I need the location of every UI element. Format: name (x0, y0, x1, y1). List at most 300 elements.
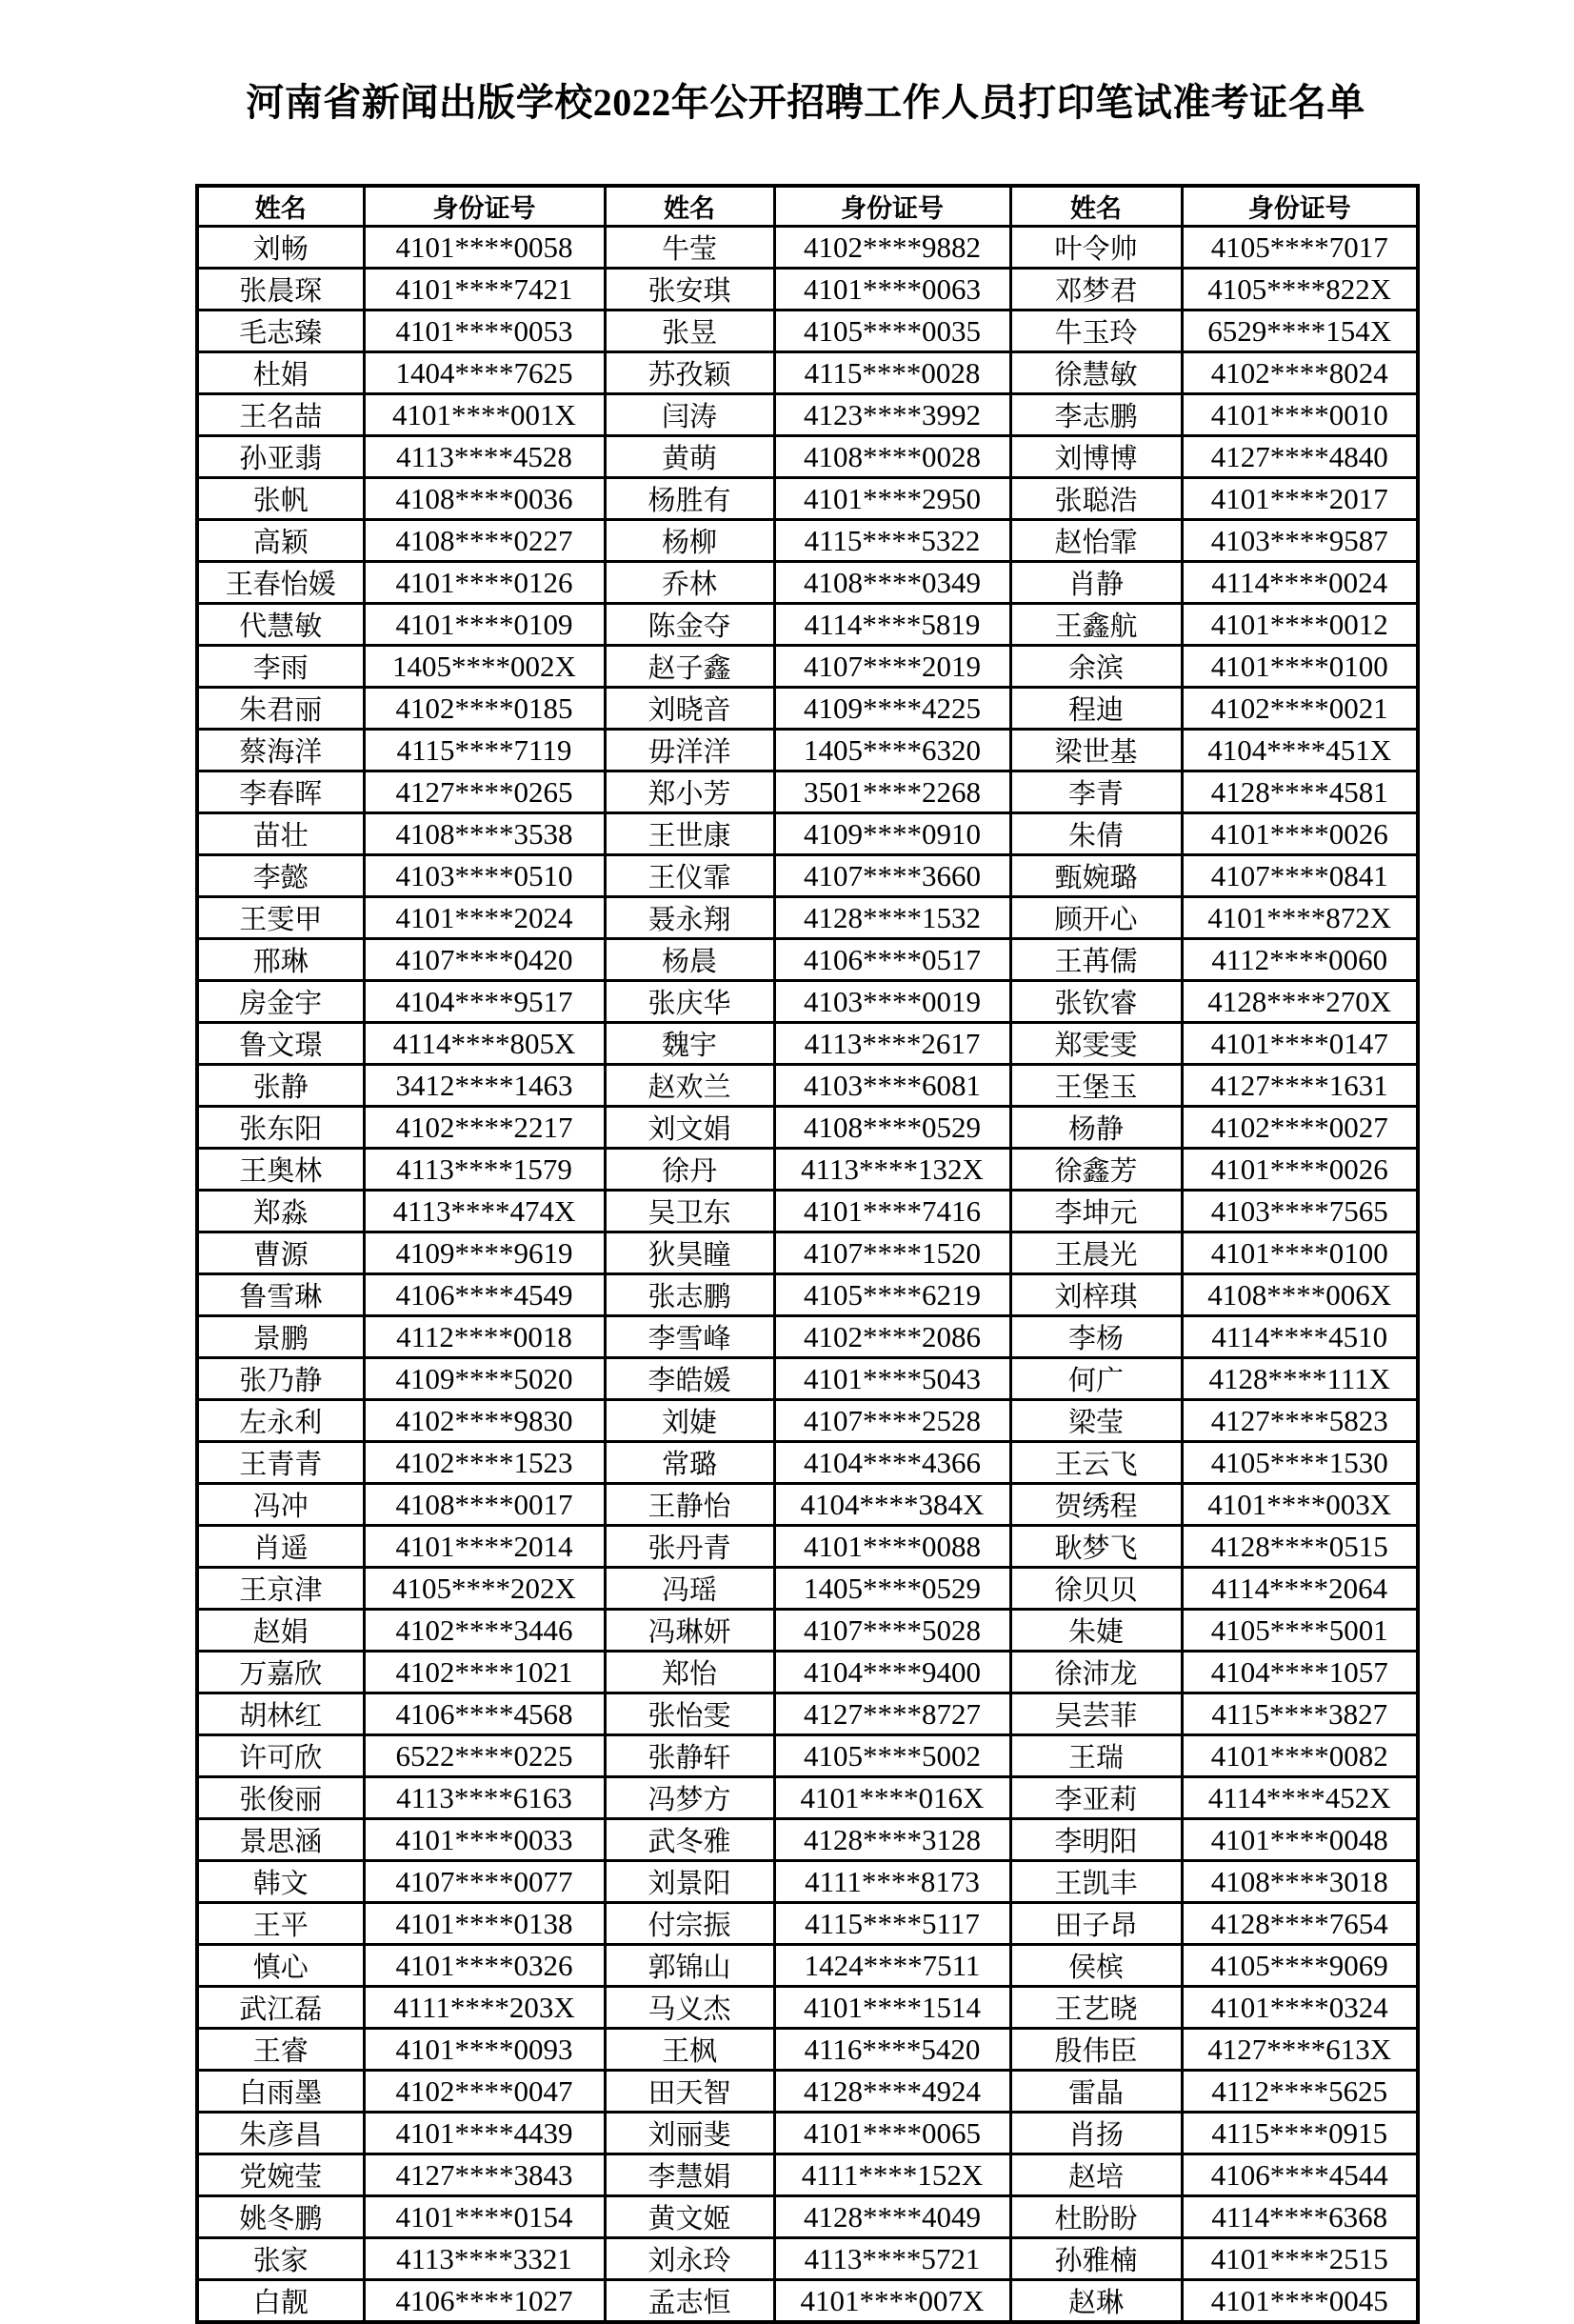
id-cell: 1405****6320 (774, 730, 1010, 771)
table-row (197, 269, 1418, 311)
table-row (197, 1945, 1418, 1987)
name-cell: 慎心 (197, 1945, 364, 1987)
table-row (197, 2113, 1418, 2154)
name-cell: 高颖 (197, 520, 364, 562)
name-cell: 杨晨 (605, 939, 774, 981)
name-cell: 牛玉玲 (1010, 311, 1182, 352)
id-cell: 4104****4366 (774, 1442, 1010, 1484)
name-cell: 鲁文璟 (197, 1023, 364, 1065)
name-cell: 韩文 (197, 1861, 364, 1903)
name-cell: 赵子鑫 (605, 646, 774, 688)
name-cell: 张晨琛 (197, 269, 364, 311)
id-cell: 4109****9619 (364, 1232, 605, 1274)
name-cell: 朱君丽 (197, 688, 364, 730)
name-cell: 刘晓音 (605, 688, 774, 730)
name-cell: 梁莹 (1010, 1400, 1182, 1442)
id-cell: 4128****4049 (774, 2196, 1010, 2238)
name-cell: 李杨 (1010, 1316, 1182, 1358)
id-cell: 4104****9400 (774, 1652, 1010, 1693)
id-cell: 4113****1579 (364, 1149, 605, 1191)
id-cell: 4102****1523 (364, 1442, 605, 1484)
table-row (197, 1400, 1418, 1442)
name-cell: 甄婉璐 (1010, 855, 1182, 897)
id-cell: 4115****5117 (774, 1903, 1010, 1945)
id-cell: 1405****002X (364, 646, 605, 688)
id-cell: 4101****1514 (774, 1987, 1010, 2029)
name-cell: 李慧娟 (605, 2154, 774, 2196)
name-cell: 梁世基 (1010, 730, 1182, 771)
id-cell: 3501****2268 (774, 771, 1010, 813)
name-cell: 曹源 (197, 1232, 364, 1274)
id-cell: 4105****7017 (1182, 227, 1418, 269)
id-cell: 4108****0349 (774, 562, 1010, 604)
name-cell: 黄文姬 (605, 2196, 774, 2238)
table-row (197, 688, 1418, 730)
id-cell: 4101****0138 (364, 1903, 605, 1945)
name-cell: 刘博博 (1010, 436, 1182, 478)
name-cell: 白靓 (197, 2280, 364, 2323)
name-cell: 左永利 (197, 1400, 364, 1442)
id-cell: 4101****2017 (1182, 478, 1418, 520)
table-row (197, 227, 1418, 269)
name-cell: 李坤元 (1010, 1191, 1182, 1232)
id-cell: 4109****5020 (364, 1358, 605, 1400)
table-row (197, 2280, 1418, 2323)
name-cell: 郑雯雯 (1010, 1023, 1182, 1065)
name-cell: 徐沛龙 (1010, 1652, 1182, 1693)
table-row (197, 562, 1418, 604)
name-cell: 党婉莹 (197, 2154, 364, 2196)
id-cell: 4115****7119 (364, 730, 605, 771)
name-cell: 王名喆 (197, 394, 364, 436)
name-cell: 徐鑫芳 (1010, 1149, 1182, 1191)
name-cell: 武冬雅 (605, 1819, 774, 1861)
name-cell: 王青青 (197, 1442, 364, 1484)
name-cell: 王静怡 (605, 1484, 774, 1526)
id-cell: 4105****9069 (1182, 1945, 1418, 1987)
id-cell: 4111****203X (364, 1987, 605, 2029)
header-cell-name: 姓名 (1010, 186, 1182, 227)
id-cell: 4101****2515 (1182, 2238, 1418, 2280)
id-cell: 4107****0077 (364, 1861, 605, 1903)
id-cell: 4101****0033 (364, 1819, 605, 1861)
id-cell: 4101****007X (774, 2280, 1010, 2323)
id-cell: 4108****006X (1182, 1274, 1418, 1316)
table-row (197, 1987, 1418, 2029)
table-row (197, 2071, 1418, 2113)
id-cell: 1405****0529 (774, 1568, 1010, 1610)
id-cell: 4111****8173 (774, 1861, 1010, 1903)
name-cell: 张怡雯 (605, 1693, 774, 1735)
name-cell: 苏孜颖 (605, 352, 774, 394)
name-cell: 王堡玉 (1010, 1065, 1182, 1107)
name-cell: 田天智 (605, 2071, 774, 2113)
id-cell: 4113****5721 (774, 2238, 1010, 2280)
id-cell: 4128****7654 (1182, 1903, 1418, 1945)
id-cell: 4101****0088 (774, 1526, 1010, 1568)
id-cell: 4105****202X (364, 1568, 605, 1610)
id-cell: 4115****0915 (1182, 2113, 1418, 2154)
table-row (197, 1693, 1418, 1735)
id-cell: 4101****7421 (364, 269, 605, 311)
table-row (197, 1065, 1418, 1107)
header-cell-id: 身份证号 (1182, 186, 1418, 227)
table-row (197, 2238, 1418, 2280)
id-cell: 3412****1463 (364, 1065, 605, 1107)
name-cell: 刘畅 (197, 227, 364, 269)
name-cell: 乔林 (605, 562, 774, 604)
id-cell: 4102****9882 (774, 227, 1010, 269)
name-cell: 马义杰 (605, 1987, 774, 2029)
name-cell: 赵欢兰 (605, 1065, 774, 1107)
name-cell: 王世康 (605, 813, 774, 855)
name-cell: 冯冲 (197, 1484, 364, 1526)
table-row (197, 1735, 1418, 1777)
name-cell: 孟志恒 (605, 2280, 774, 2323)
id-cell: 4101****0082 (1182, 1735, 1418, 1777)
name-cell: 王云飞 (1010, 1442, 1182, 1484)
name-cell: 常璐 (605, 1442, 774, 1484)
id-cell: 4101****0026 (1182, 1149, 1418, 1191)
table-row (197, 1232, 1418, 1274)
name-cell: 侯槟 (1010, 1945, 1182, 1987)
table-row (197, 1777, 1418, 1819)
name-cell: 郭锦山 (605, 1945, 774, 1987)
name-cell: 万嘉欣 (197, 1652, 364, 1693)
name-cell: 邓梦君 (1010, 269, 1182, 311)
name-cell: 王奥林 (197, 1149, 364, 1191)
id-cell: 4127****8727 (774, 1693, 1010, 1735)
id-cell: 4107****2528 (774, 1400, 1010, 1442)
name-cell: 李雨 (197, 646, 364, 688)
id-cell: 4105****5001 (1182, 1610, 1418, 1652)
id-cell: 4102****2217 (364, 1107, 605, 1149)
name-cell: 叶令帅 (1010, 227, 1182, 269)
id-cell: 4128****3128 (774, 1819, 1010, 1861)
name-cell: 杨静 (1010, 1107, 1182, 1149)
name-cell: 张家 (197, 2238, 364, 2280)
table-row (197, 897, 1418, 939)
name-cell: 何广 (1010, 1358, 1182, 1400)
name-cell: 王春怡媛 (197, 562, 364, 604)
name-cell: 邢琳 (197, 939, 364, 981)
table-row (197, 2154, 1418, 2196)
admission-roster-table (195, 184, 1420, 2324)
id-cell: 4104****384X (774, 1484, 1010, 1526)
id-cell: 4101****0063 (774, 269, 1010, 311)
id-cell: 4127****613X (1182, 2029, 1418, 2071)
id-cell: 4101****0048 (1182, 1819, 1418, 1861)
name-cell: 王艺晓 (1010, 1987, 1182, 2029)
id-cell: 4112****5625 (1182, 2071, 1418, 2113)
id-cell: 4114****4510 (1182, 1316, 1418, 1358)
name-cell: 狄昊瞳 (605, 1232, 774, 1274)
name-cell: 李春晖 (197, 771, 364, 813)
id-cell: 4128****4924 (774, 2071, 1010, 2113)
table-row (197, 771, 1418, 813)
name-cell: 肖静 (1010, 562, 1182, 604)
id-cell: 4108****3018 (1182, 1861, 1418, 1903)
name-cell: 王睿 (197, 2029, 364, 2071)
id-cell: 4107****2019 (774, 646, 1010, 688)
id-cell: 6522****0225 (364, 1735, 605, 1777)
name-cell: 刘丽斐 (605, 2113, 774, 2154)
id-cell: 4106****0517 (774, 939, 1010, 981)
table-row (197, 394, 1418, 436)
id-cell: 4128****111X (1182, 1358, 1418, 1400)
id-cell: 4103****0019 (774, 981, 1010, 1023)
name-cell: 李青 (1010, 771, 1182, 813)
name-cell: 张静轩 (605, 1735, 774, 1777)
name-cell: 赵培 (1010, 2154, 1182, 2196)
id-cell: 4103****9587 (1182, 520, 1418, 562)
id-cell: 1424****7511 (774, 1945, 1010, 1987)
name-cell: 刘景阳 (605, 1861, 774, 1903)
id-cell: 4128****1532 (774, 897, 1010, 939)
name-cell: 徐丹 (605, 1149, 774, 1191)
name-cell: 李皓媛 (605, 1358, 774, 1400)
name-cell: 耿梦飞 (1010, 1526, 1182, 1568)
id-cell: 4101****0065 (774, 2113, 1010, 2154)
table-row (197, 939, 1418, 981)
name-cell: 代慧敏 (197, 604, 364, 646)
table-row (197, 478, 1418, 520)
table-row (197, 1358, 1418, 1400)
name-cell: 王晨光 (1010, 1232, 1182, 1274)
table-row (197, 1149, 1418, 1191)
id-cell: 4101****4439 (364, 2113, 605, 2154)
id-cell: 4102****9830 (364, 1400, 605, 1442)
id-cell: 4101****0126 (364, 562, 605, 604)
name-cell: 郑淼 (197, 1191, 364, 1232)
name-cell: 陈金夺 (605, 604, 774, 646)
name-cell: 王枫 (605, 2029, 774, 2071)
name-cell: 朱婕 (1010, 1610, 1182, 1652)
header-cell-id: 身份证号 (774, 186, 1010, 227)
name-cell: 姚冬鹏 (197, 2196, 364, 2238)
table-row (197, 1107, 1418, 1149)
id-cell: 4106****1027 (364, 2280, 605, 2323)
id-cell: 6529****154X (1182, 311, 1418, 352)
id-cell: 4116****5420 (774, 2029, 1010, 2071)
table-row (197, 1274, 1418, 1316)
name-cell: 景思涵 (197, 1819, 364, 1861)
name-cell: 张安琪 (605, 269, 774, 311)
id-cell: 4101****0058 (364, 227, 605, 269)
id-cell: 4114****805X (364, 1023, 605, 1065)
table-body (197, 227, 1418, 2323)
id-cell: 4103****7565 (1182, 1191, 1418, 1232)
id-cell: 4101****7416 (774, 1191, 1010, 1232)
id-cell: 4113****132X (774, 1149, 1010, 1191)
header-cell-id: 身份证号 (364, 186, 605, 227)
id-cell: 4105****1530 (1182, 1442, 1418, 1484)
name-cell: 杜娟 (197, 352, 364, 394)
id-cell: 4113****3321 (364, 2238, 605, 2280)
name-cell: 孙雅楠 (1010, 2238, 1182, 2280)
table-row (197, 1652, 1418, 1693)
header-cell-name: 姓名 (605, 186, 774, 227)
id-cell: 4107****1520 (774, 1232, 1010, 1274)
table-row (197, 1526, 1418, 1568)
name-cell: 朱倩 (1010, 813, 1182, 855)
id-cell: 4101****001X (364, 394, 605, 436)
table-row (197, 813, 1418, 855)
table-row (197, 1568, 1418, 1610)
name-cell: 张庆华 (605, 981, 774, 1023)
id-cell: 4108****0036 (364, 478, 605, 520)
name-cell: 王雯甲 (197, 897, 364, 939)
name-cell: 房金宇 (197, 981, 364, 1023)
id-cell: 4101****0100 (1182, 646, 1418, 688)
name-cell: 胡林红 (197, 1693, 364, 1735)
id-cell: 4102****3446 (364, 1610, 605, 1652)
name-cell: 田子昂 (1010, 1903, 1182, 1945)
name-cell: 张钦睿 (1010, 981, 1182, 1023)
name-cell: 王凯丰 (1010, 1861, 1182, 1903)
name-cell: 王仪霏 (605, 855, 774, 897)
name-cell: 李明阳 (1010, 1819, 1182, 1861)
table-row (197, 1484, 1418, 1526)
table-row (197, 1316, 1418, 1358)
name-cell: 刘文娟 (605, 1107, 774, 1149)
name-cell: 白雨墨 (197, 2071, 364, 2113)
id-cell: 4101****2024 (364, 897, 605, 939)
name-cell: 张丹青 (605, 1526, 774, 1568)
name-cell: 王苒儒 (1010, 939, 1182, 981)
name-cell: 郑小芳 (605, 771, 774, 813)
name-cell: 苗壮 (197, 813, 364, 855)
name-cell: 程迪 (1010, 688, 1182, 730)
id-cell: 4111****152X (774, 2154, 1010, 2196)
id-cell: 4104****451X (1182, 730, 1418, 771)
id-cell: 4101****0026 (1182, 813, 1418, 855)
id-cell: 4106****4568 (364, 1693, 605, 1735)
name-cell: 聂永翔 (605, 897, 774, 939)
id-cell: 4103****6081 (774, 1065, 1010, 1107)
id-cell: 4128****270X (1182, 981, 1418, 1023)
id-cell: 4101****0045 (1182, 2280, 1418, 2323)
id-cell: 4101****0326 (364, 1945, 605, 1987)
id-cell: 4107****3660 (774, 855, 1010, 897)
id-cell: 4101****2014 (364, 1526, 605, 1568)
name-cell: 王京津 (197, 1568, 364, 1610)
id-cell: 4113****2617 (774, 1023, 1010, 1065)
id-cell: 4108****0227 (364, 520, 605, 562)
id-cell: 4128****0515 (1182, 1526, 1418, 1568)
name-cell: 武江磊 (197, 1987, 364, 2029)
id-cell: 4114****5819 (774, 604, 1010, 646)
id-cell: 4105****822X (1182, 269, 1418, 311)
name-cell: 贺绣程 (1010, 1484, 1182, 1526)
id-cell: 4127****5823 (1182, 1400, 1418, 1442)
table-row (197, 311, 1418, 352)
name-cell: 李志鹏 (1010, 394, 1182, 436)
table-row (197, 604, 1418, 646)
table-row (197, 1903, 1418, 1945)
id-cell: 4102****0027 (1182, 1107, 1418, 1149)
name-cell: 张帆 (197, 478, 364, 520)
name-cell: 殷伟臣 (1010, 2029, 1182, 2071)
id-cell: 4101****0109 (364, 604, 605, 646)
id-cell: 4114****452X (1182, 1777, 1418, 1819)
name-cell: 许可欣 (197, 1735, 364, 1777)
id-cell: 4102****2086 (774, 1316, 1010, 1358)
name-cell: 刘梓琪 (1010, 1274, 1182, 1316)
id-cell: 4108****0028 (774, 436, 1010, 478)
id-cell: 4113****4528 (364, 436, 605, 478)
name-cell: 赵娟 (197, 1610, 364, 1652)
name-cell: 闫涛 (605, 394, 774, 436)
id-cell: 4105****5002 (774, 1735, 1010, 1777)
name-cell: 毛志臻 (197, 311, 364, 352)
name-cell: 魏宇 (605, 1023, 774, 1065)
id-cell: 4108****0529 (774, 1107, 1010, 1149)
id-cell: 4113****6163 (364, 1777, 605, 1819)
id-cell: 4115****5322 (774, 520, 1010, 562)
name-cell: 张静 (197, 1065, 364, 1107)
table-row (197, 855, 1418, 897)
table-row (197, 436, 1418, 478)
name-cell: 余滨 (1010, 646, 1182, 688)
name-cell: 吴芸菲 (1010, 1693, 1182, 1735)
name-cell: 张昱 (605, 311, 774, 352)
name-cell: 雷晶 (1010, 2071, 1182, 2113)
table-row (197, 1191, 1418, 1232)
name-cell: 李懿 (197, 855, 364, 897)
name-cell: 牛莹 (605, 227, 774, 269)
id-cell: 4101****0147 (1182, 1023, 1418, 1065)
name-cell: 孙亚翡 (197, 436, 364, 478)
name-cell: 冯琳妍 (605, 1610, 774, 1652)
table-row (197, 646, 1418, 688)
id-cell: 4114****6368 (1182, 2196, 1418, 2238)
name-cell: 朱彦昌 (197, 2113, 364, 2154)
id-cell: 4102****0185 (364, 688, 605, 730)
table-row (197, 352, 1418, 394)
id-cell: 4102****0021 (1182, 688, 1418, 730)
id-cell: 4102****0047 (364, 2071, 605, 2113)
id-cell: 4114****2064 (1182, 1568, 1418, 1610)
id-cell: 4101****0324 (1182, 1987, 1418, 2029)
id-cell: 4127****4840 (1182, 436, 1418, 478)
id-cell: 4101****872X (1182, 897, 1418, 939)
page-title: 河南省新闻出版学校2022年公开招聘工作人员打印笔试准考证名单 (246, 81, 1365, 124)
id-cell: 4101****0053 (364, 311, 605, 352)
name-cell: 杨柳 (605, 520, 774, 562)
id-cell: 4107****0841 (1182, 855, 1418, 897)
table-row (197, 1861, 1418, 1903)
name-cell: 景鹏 (197, 1316, 364, 1358)
id-cell: 4101****0010 (1182, 394, 1418, 436)
name-cell: 张志鹏 (605, 1274, 774, 1316)
id-cell: 4108****3538 (364, 813, 605, 855)
table-row (197, 1023, 1418, 1065)
name-cell: 吴卫东 (605, 1191, 774, 1232)
id-cell: 4112****0060 (1182, 939, 1418, 981)
id-cell: 1404****7625 (364, 352, 605, 394)
name-cell: 张聪浩 (1010, 478, 1182, 520)
id-cell: 4112****0018 (364, 1316, 605, 1358)
id-cell: 4101****0012 (1182, 604, 1418, 646)
name-cell: 鲁雪琳 (197, 1274, 364, 1316)
name-cell: 徐慧敏 (1010, 352, 1182, 394)
id-cell: 4114****0024 (1182, 562, 1418, 604)
name-cell: 肖遥 (197, 1526, 364, 1568)
id-cell: 4103****0510 (364, 855, 605, 897)
table-row (197, 1819, 1418, 1861)
name-cell: 冯瑶 (605, 1568, 774, 1610)
